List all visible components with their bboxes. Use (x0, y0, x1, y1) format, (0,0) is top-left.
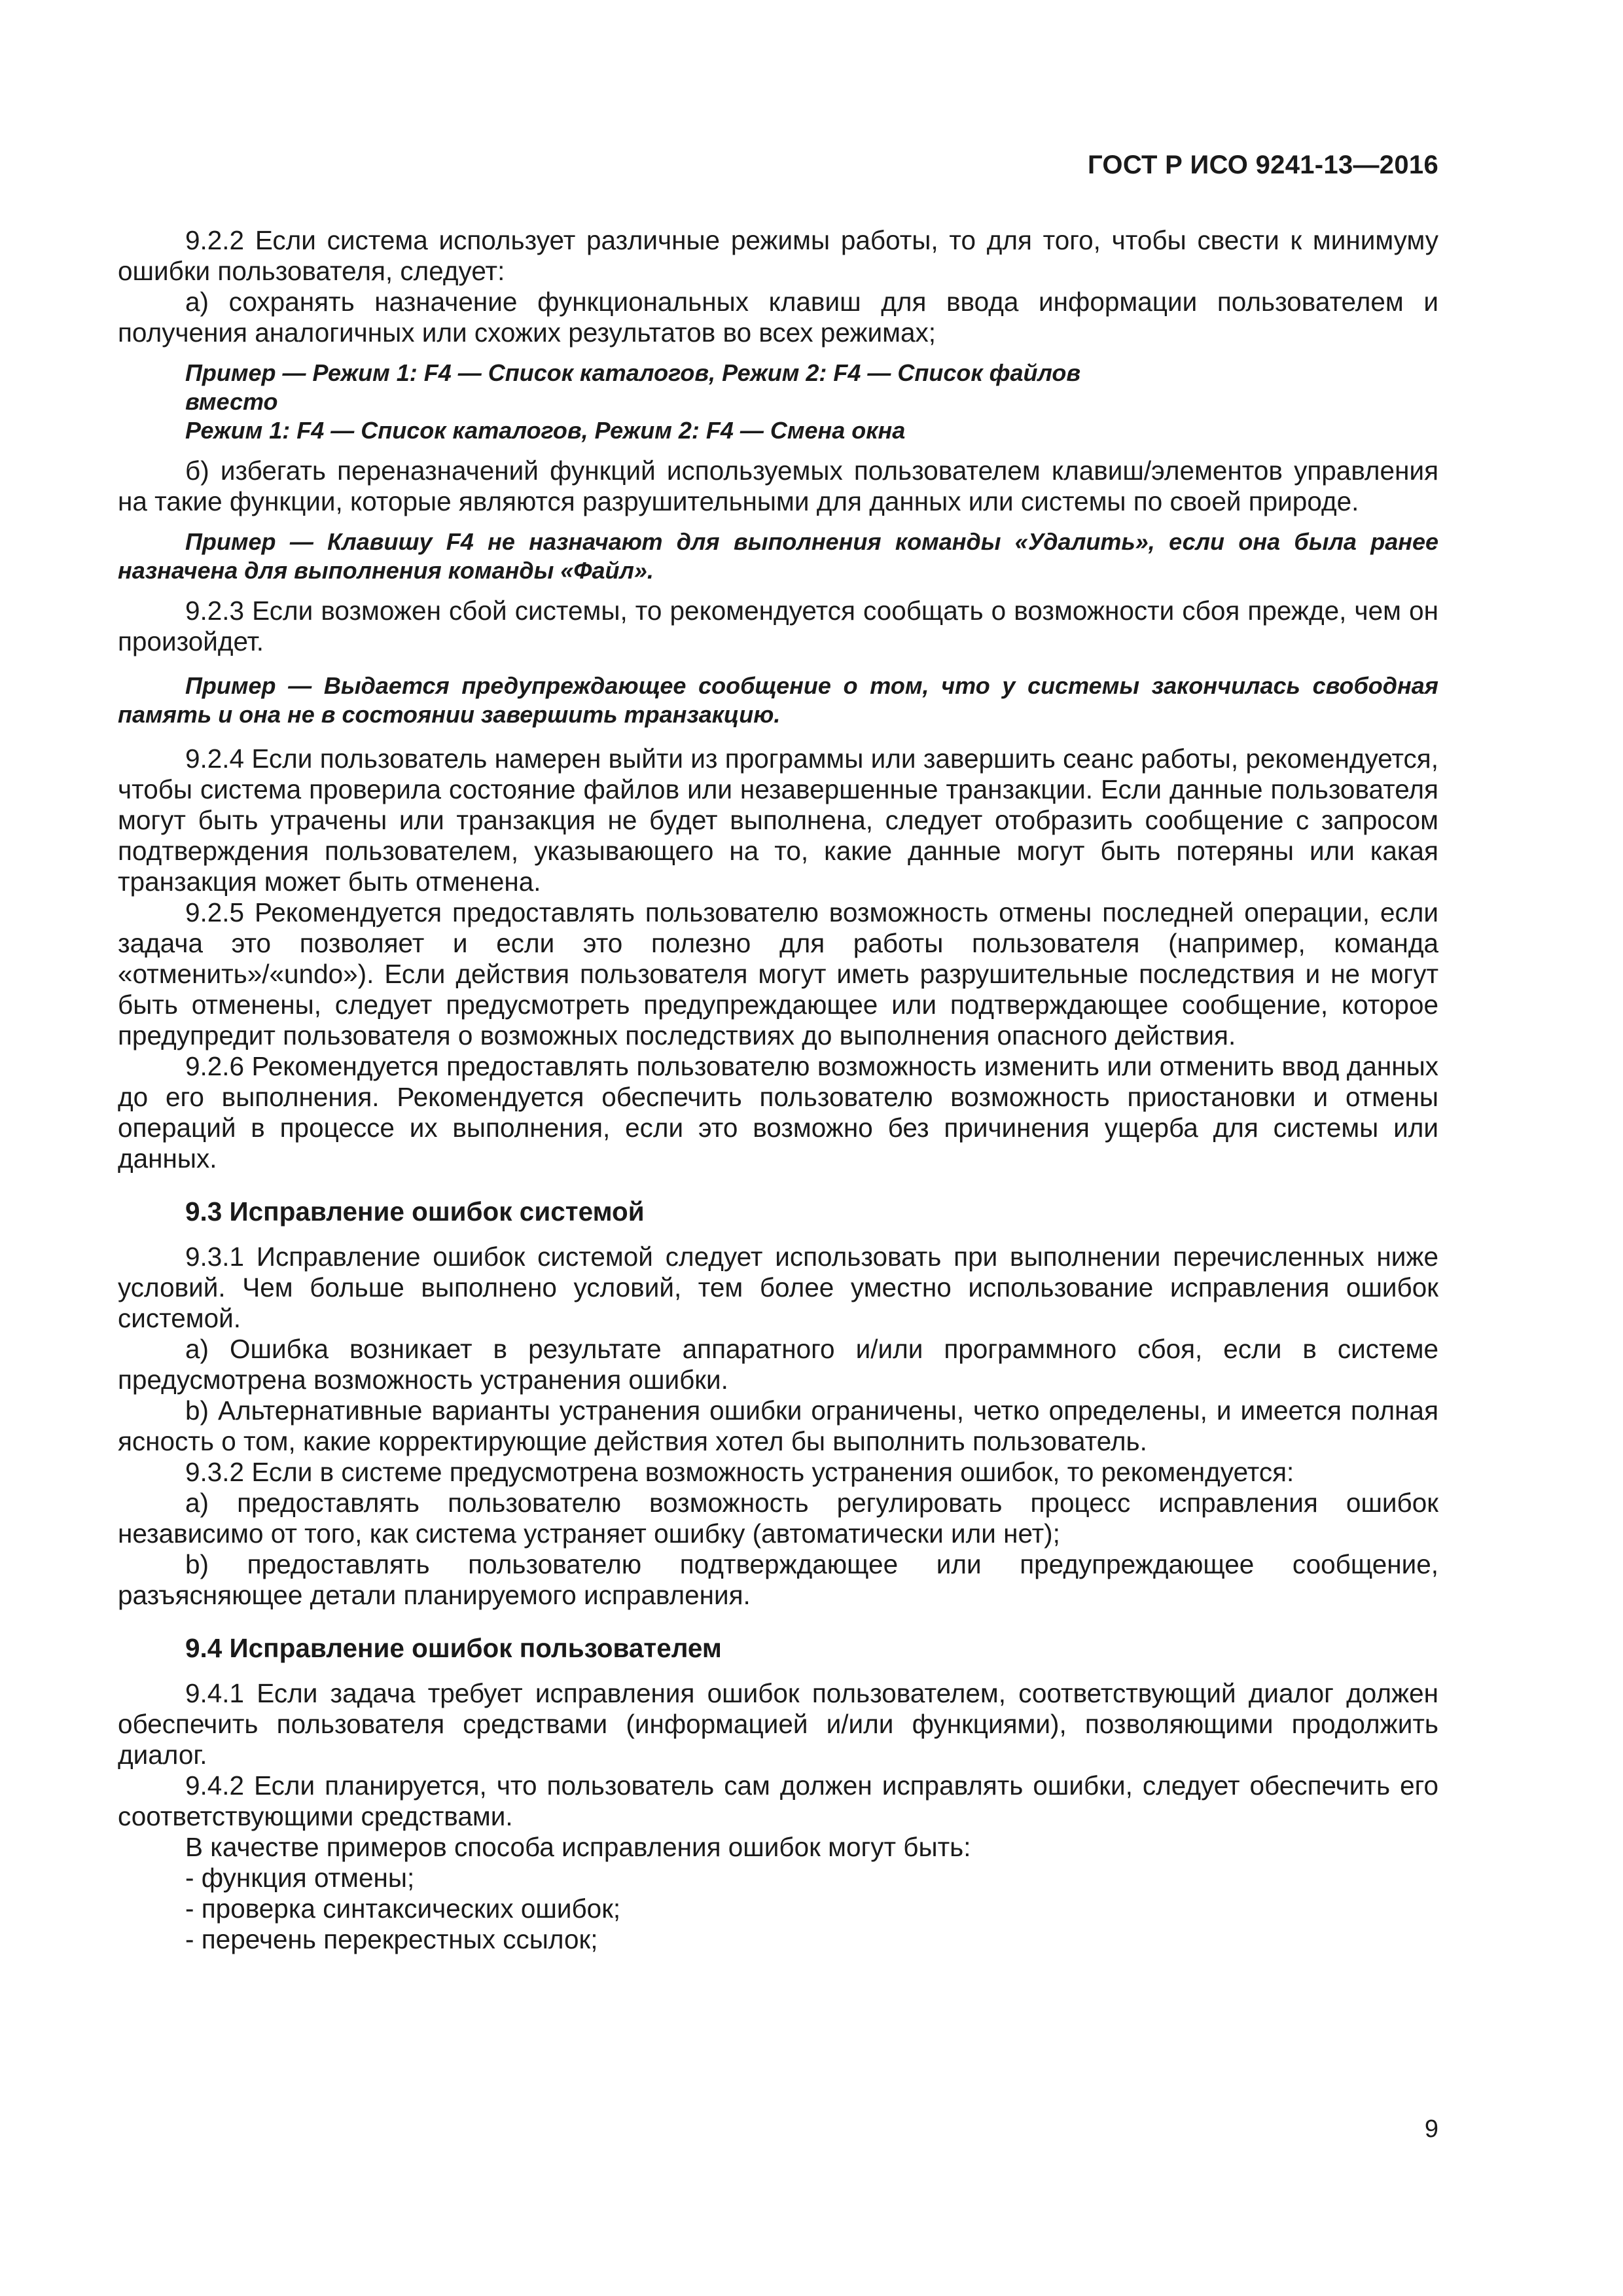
example-2: Пример — Клавишу F4 не назначают для выполнения команды «Удалить», если она была ранее назначена для выполнения команды «Файл». (118, 528, 1438, 584)
example-1-line-3: Режим 1: F4 — Список каталогов, Режим 2: F4 — Смена окна (185, 417, 906, 444)
paragraph-9-3-2: 9.3.2 Если в системе предусмотрена возможность устранения ошибок, то рекомендуется: (185, 1457, 1294, 1487)
standard-header: ГОСТ Р ИСО 9241-13—2016 (1087, 151, 1438, 179)
list-item: - проверка синтаксических ошибок; (185, 1893, 621, 1924)
paragraph-9-3-1-b: b) Альтернативные варианты устранения ошибки ограничены, четко определены, и имеется полная ясность о том, какие корректирующие действия хотел бы выполнить пользователь. (118, 1395, 1438, 1456)
example-3: Пример — Выдается предупреждающее сообщение о том, что у системы закончилась свободная память и она не в состоянии завершить транзакцию. (118, 672, 1438, 728)
list-item: - перечень перекрестных ссылок; (185, 1924, 598, 1954)
paragraph-9-3-2-a: а) предоставлять пользователю возможность регулировать процесс исправления ошибок независимо от того, как система устраняет ошибку (автоматически или нет); (118, 1488, 1438, 1549)
example-1-line-1: Пример — Режим 1: F4 — Список каталогов, Режим 2: F4 — Список файлов (185, 359, 1081, 386)
paragraph-9-3-2-b: b) предоставлять пользователю подтверждающее или предупреждающее сообщение, разъясняющее детали планируемого исправления. (118, 1549, 1438, 1610)
paragraph-9-2-2: 9.2.2 Если система использует различные режимы работы, то для того, чтобы свести к минимуму ошибки пользователя, следует: (118, 225, 1438, 286)
example-1-line-2: вместо (185, 388, 278, 415)
section-heading-9-3: 9.3 Исправление ошибок системой (185, 1196, 645, 1227)
paragraph-9-2-5: 9.2.5 Рекомендуется предоставлять пользователю возможность отмены последней операции, если задача это позволяет и если это полезно для работы пользователя (например, команда «отменить»/«undo»). Если действия пользователя могут иметь разрушительные последствия и не могут быть отменены, следует предусмотреть предупреждающее или подтверждающее сообщение, которое предупредит пользователя о возможных последствиях до выполнения опасного действия. (118, 897, 1438, 1050)
page-number: 9 (1424, 2115, 1438, 2143)
paragraph-9-2-2-a: а) сохранять назначение функциональных клавиш для ввода информации пользователем и получения аналогичных или схожих результатов во всех режимах; (118, 287, 1438, 348)
section-heading-9-4: 9.4 Исправление ошибок пользователем (185, 1633, 722, 1663)
paragraph-9-2-4: 9.2.4 Если пользователь намерен выйти из программы или завершить сеанс работы, рекомендуется, чтобы система проверила состояние файлов или незавершенные транзакции. Если данные пользователя могут быть утрачены или транзакция не будет выполнена, следует отобразить сообщение с запросом подтверждения пользователем, указывающего на то, какие данные могут быть потеряны или какая транзакция может быть отменена. (118, 744, 1438, 897)
list-item: - функция отмены; (185, 1863, 415, 1893)
paragraph-9-2-6: 9.2.6 Рекомендуется предоставлять пользователю возможность изменить или отменить ввод данных до его выполнения. Рекомендуется обеспечить пользователю возможность приостановки и отмены операций в процессе их выполнения, если это возможно без причинения ущерба для системы или данных. (118, 1051, 1438, 1174)
paragraph-9-2-2-b: б) избегать переназначений функций используемых пользователем клавиш/элементов управления на такие функции, которые являются разрушительными для данных или системы по своей природе. (118, 456, 1438, 516)
document-body (118, 225, 1438, 1955)
paragraph-9-3-1-a: а) Ошибка возникает в результате аппаратного и/или программного сбоя, если в системе предусмотрена возможность устранения ошибки. (118, 1334, 1438, 1395)
paragraph-9-3-1: 9.3.1 Исправление ошибок системой следует использовать при выполнении перечисленных ниже условий. Чем больше выполнено условий, тем более уместно использование исправления ошибок системой. (118, 1242, 1438, 1333)
paragraph-examples-intro: В качестве примеров способа исправления ошибок могут быть: (185, 1832, 971, 1862)
paragraph-9-4-2: 9.4.2 Если планируется, что пользователь сам должен исправлять ошибки, следует обеспечить его соответствующими средствами. (118, 1770, 1438, 1831)
paragraph-9-4-1: 9.4.1 Если задача требует исправления ошибок пользователем, соответствующий диалог должен обеспечить пользователя средствами (информацией и/или функциями), позволяющими продолжить диалог. (118, 1678, 1438, 1770)
paragraph-9-2-3: 9.2.3 Если возможен сбой системы, то рекомендуется сообщать о возможности сбоя прежде, чем он произойдет. (118, 596, 1438, 656)
